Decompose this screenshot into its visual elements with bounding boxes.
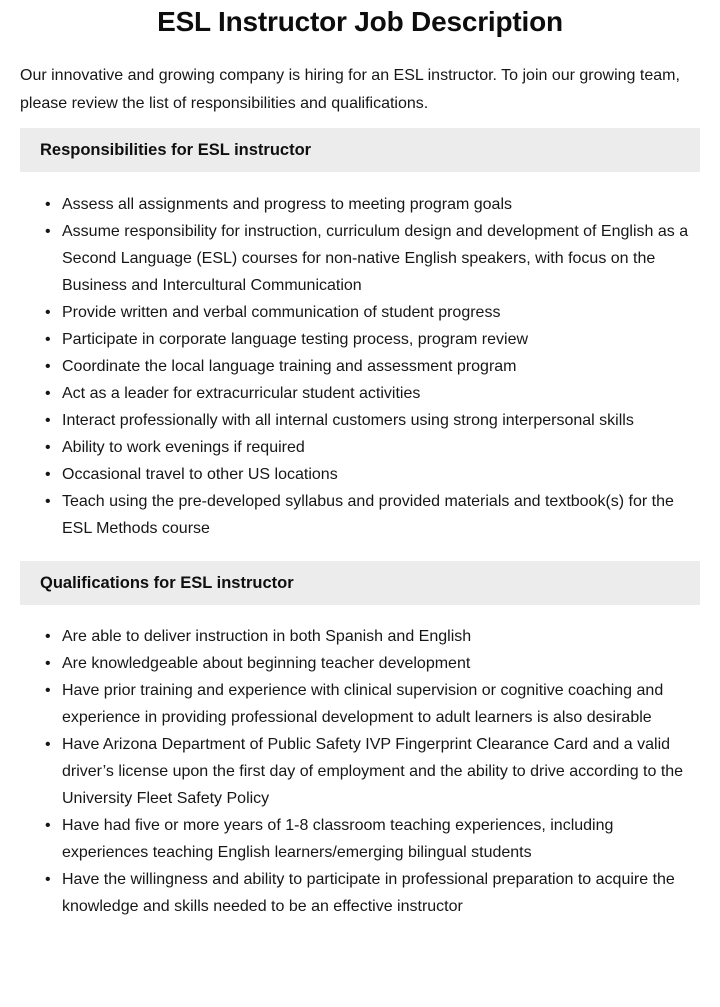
list-item-text: Have the willingness and ability to participate in professional preparation to acquire the knowledge and skills needed to be an effective instructor [62,871,675,915]
list-item-text: Act as a leader for extracurricular student activities [62,385,421,402]
list-item-text: Ability to work evenings if required [62,439,305,456]
list-item [20,380,700,407]
list-item-text: Interact professionally with all internal customers using strong interpersonal skills [62,412,634,429]
list-item-text: Are knowledgeable about beginning teacher development [62,655,471,672]
list-item-text: Participate in corporate language testing process, program review [62,331,529,348]
page-title: ESL Instructor Job Description [157,6,563,37]
list-item [20,191,700,218]
list-item-text: Provide written and verbal communication of student progress [62,304,501,321]
section-heading-responsibilities [20,128,700,172]
list-item-text: Are able to deliver instruction in both Spanish and English [62,628,472,645]
list-item [20,461,700,488]
list-item [20,623,700,650]
bullet-icon [20,866,62,893]
list-item-text: Coordinate the local language training and assessment program [62,358,517,375]
list-item [20,677,700,731]
bullet-icon [20,434,62,461]
list-item-text: Have Arizona Department of Public Safety IVP Fingerprint Clearance Card and a valid driver’s license upon the first day of employment and the ability to drive according to the University Fleet Safety Policy [62,736,684,807]
bullet-icon [20,650,62,677]
intro-paragraph: Our innovative and growing company is hiring for an ESL instructor. To join our growing team, please review the list of responsibilities and qualifications. [20,67,680,112]
list-item [20,326,700,353]
job-description-page [0,5,720,920]
list-item [20,731,700,812]
list-item [20,353,700,380]
bullet-icon [20,326,62,353]
list-item-text: Have had five or more years of 1-8 classroom teaching experiences, including experiences teaching English learners/emerging bilingual students [62,817,614,861]
bullet-icon [20,299,62,326]
section-heading-text: Responsibilities for ESL instructor [40,140,312,159]
list-item [20,407,700,434]
section-heading-qualifications [20,561,700,605]
bullet-icon [20,812,62,839]
bullet-icon [20,380,62,407]
bullet-icon [20,731,62,758]
list-item [20,650,700,677]
bullet-icon [20,353,62,380]
list-item [20,218,700,299]
list-item-text: Assess all assignments and progress to meeting program goals [62,196,512,213]
list-item-text: Assume responsibility for instruction, curriculum design and development of English as a Second Language (ESL) courses for non-native English speakers, with focus on the Business and Intercultural Communication [62,223,689,294]
bullet-icon [20,623,62,650]
bullet-icon [20,461,62,488]
list-item [20,812,700,866]
list-item-text: Teach using the pre-developed syllabus and provided materials and textbook(s) for the ESL Methods course [62,493,674,537]
responsibilities-list [20,191,700,542]
section-heading-text: Qualifications for ESL instructor [40,573,294,592]
list-item-text: Occasional travel to other US locations [62,466,338,483]
list-item [20,866,700,920]
bullet-icon [20,488,62,515]
list-item-text: Have prior training and experience with clinical supervision or cognitive coaching and experience in providing professional development to adult learners is also desirable [62,682,664,726]
bullet-icon [20,218,62,245]
list-item [20,299,700,326]
bullet-icon [20,407,62,434]
list-item [20,434,700,461]
qualifications-list [20,623,700,920]
bullet-icon [20,191,62,218]
bullet-icon [20,677,62,704]
list-item [20,488,700,542]
